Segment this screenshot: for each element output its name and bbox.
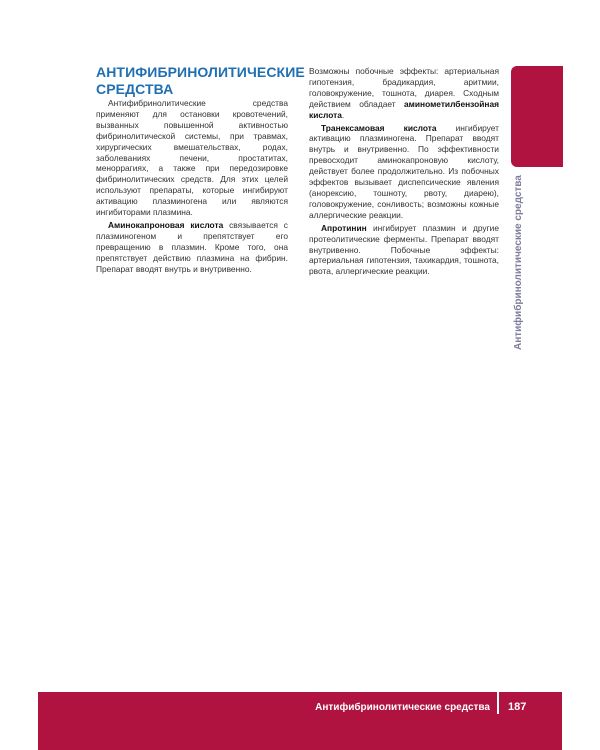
paragraph-aprotinin bbox=[309, 223, 499, 278]
term-tranexamic-acid: Транексамовая кислота bbox=[321, 122, 437, 133]
right-column bbox=[309, 66, 499, 279]
section-heading bbox=[96, 64, 305, 98]
paragraph-intro: Антифибринолитические средства применяют для остановки кровотечений, вызванных повышенной активностью фибринолитической системы, при травмах, хирургических вмешательствах, родах, заболеваниях печени, простатитах, меноррагиях, а также при передозировке фибринолитических средств. Для этих целей используют препараты, которые ингибируют активацию плазминогена или являются ингибиторами плазмина. bbox=[96, 98, 288, 218]
left-column bbox=[96, 98, 288, 277]
side-section-label: Антифибринолитические средства bbox=[513, 175, 524, 350]
page-number: 187 bbox=[508, 701, 527, 713]
paragraph-aminocaproic-text: связывается с плазминогеном и препятствует его превращению в плазмин. Кроме того, она препятствует действию плазмина на фибрин. Препарат вводят внутрь и внутривенно. bbox=[96, 219, 288, 274]
paragraph-side-effects-end: . bbox=[341, 109, 345, 120]
paragraph-aminocaproic bbox=[96, 220, 288, 275]
page-footer bbox=[38, 692, 562, 750]
term-aminocaproic-acid: Аминокапроновая кислота bbox=[108, 219, 224, 230]
footer-section-title: Антифибринолитические средства bbox=[315, 702, 490, 713]
term-aminomethylbenzoic-acid: аминометилбензойная кислота bbox=[309, 98, 499, 120]
term-aprotinin: Апротинин bbox=[321, 222, 367, 233]
paragraph-tranexamic-text: ингибирует активацию плазминогена. Препарат вводят внутрь и внутривенно. По эффективности превосходит аминокапроновую кислоту, действует более продолжительно. Из побочных эффектов вызывает диспепсические явления (анорексию, тошноту, рвоту, диарею), головокружение, сонливость; возможны кожные аллергические реакции. bbox=[309, 122, 499, 220]
paragraph-side-effects bbox=[309, 66, 499, 121]
paragraph-aprotinin-text: ингибирует плазмин и другие протеолитические ферменты. Препарат вводят внутривенно. Побочные эффекты: артериальная гипотензия, тахикардия, тошнота, рвота, аллергические реакции. bbox=[309, 222, 499, 277]
section-tab-marker bbox=[511, 66, 563, 167]
section-heading-line-1: АНТИФИБРИНОЛИТИЧЕСКИЕ bbox=[96, 64, 305, 80]
paragraph-side-effects-text: Возможны побочные эффекты: артериальная гипотензия, брадикардия, аритмии, головокружение, тошнота, диарея. Сходным действием обладает bbox=[309, 66, 499, 109]
section-heading-line-2: СРЕДСТВА bbox=[96, 81, 174, 97]
paragraph-tranexamic bbox=[309, 123, 499, 221]
footer-separator bbox=[497, 692, 499, 714]
